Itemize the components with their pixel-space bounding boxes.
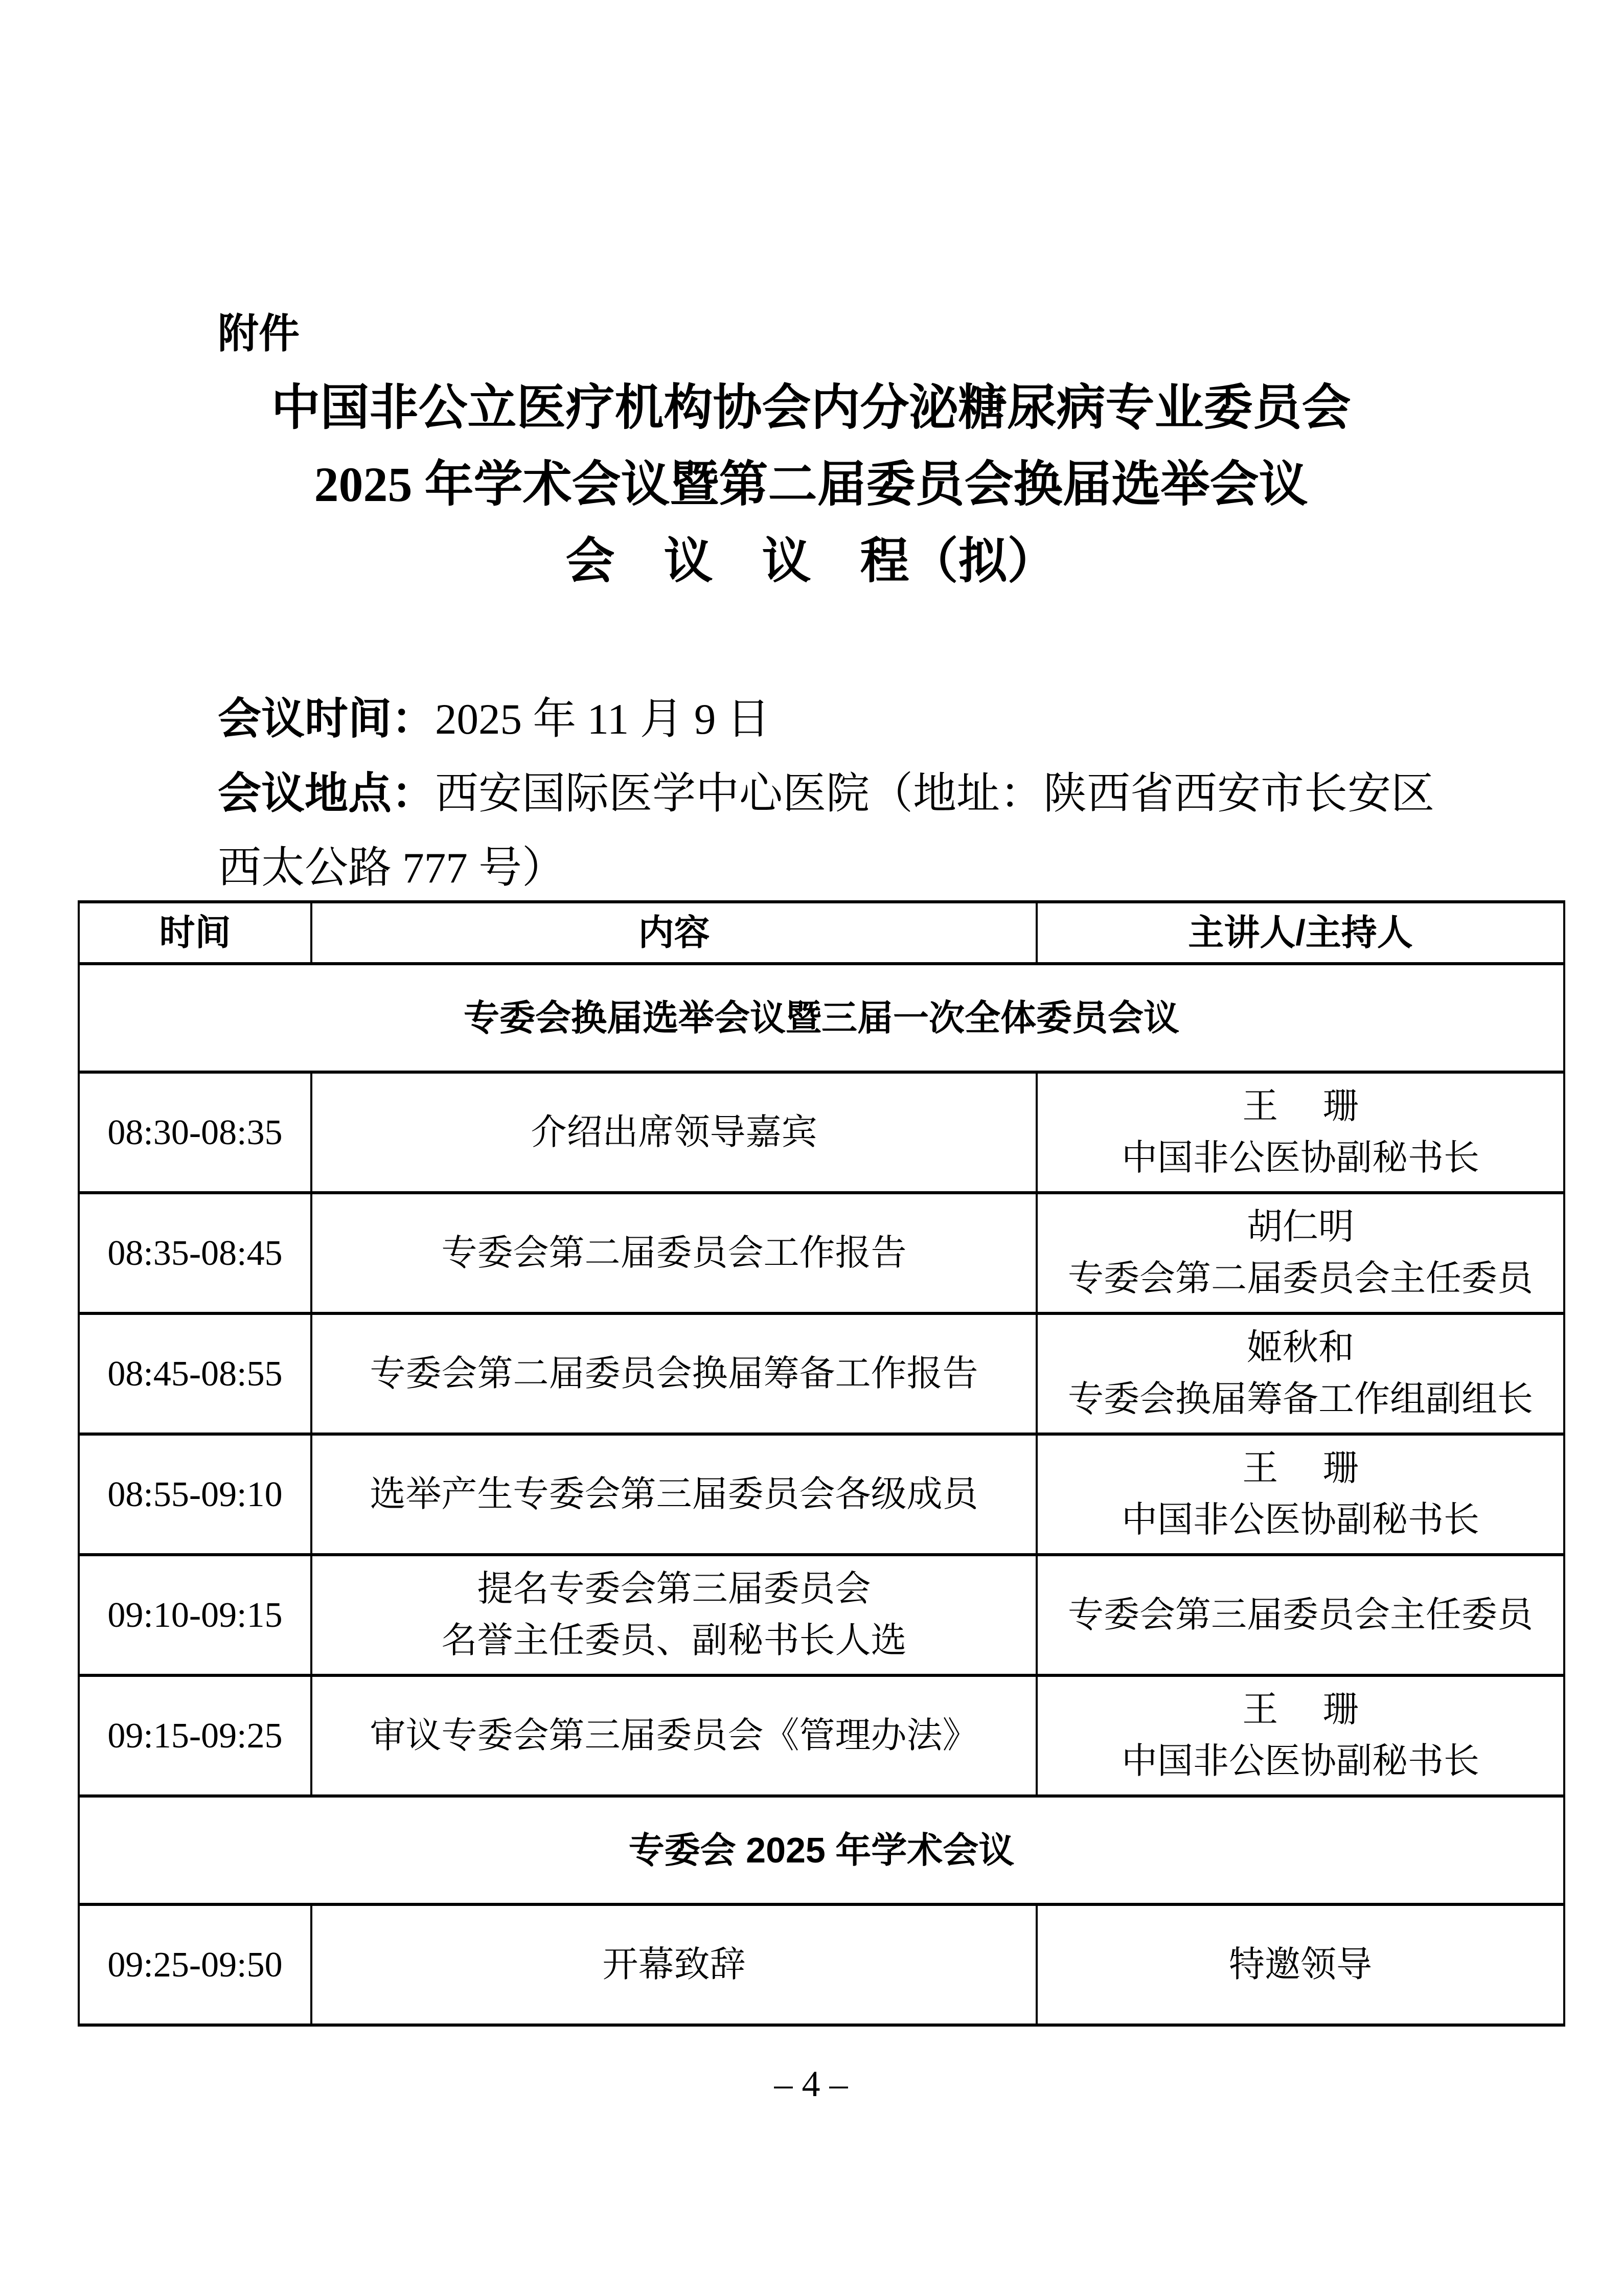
cell-lines <box>1038 1556 1563 1674</box>
content-column-header: 内容 <box>311 902 1037 964</box>
time-cell <box>79 1072 311 1193</box>
content-cell <box>311 1193 1037 1313</box>
text-line: 姬秋和 <box>1247 1328 1354 1368</box>
speaker-cell <box>1037 1193 1564 1313</box>
cell-lines <box>312 1194 1036 1312</box>
speaker-cell <box>1037 1675 1564 1796</box>
cell-lines <box>312 1677 1036 1794</box>
cell-lines <box>80 1436 310 1553</box>
speaker-cell <box>1037 1904 1564 2025</box>
text-line: 专委会第三届委员会主任委员 <box>1068 1595 1533 1635</box>
text-line: 选举产生专委会第三届委员会各级成员 <box>370 1474 978 1514</box>
content-cell <box>311 1072 1037 1193</box>
cell-lines <box>1038 1906 1563 2024</box>
agenda-item-row <box>79 1675 1564 1796</box>
content-cell <box>311 1904 1037 2025</box>
content-cell <box>311 1313 1037 1434</box>
attachment-label: 附件 <box>218 311 300 356</box>
cell-lines <box>80 1906 310 2024</box>
cell-lines <box>80 1556 310 1674</box>
text-line: 中国非公医协副秘书长 <box>1122 1742 1479 1781</box>
cell-lines <box>1038 1436 1563 1553</box>
text-line: 中国非公医协副秘书长 <box>1122 1139 1479 1178</box>
text-line: 08:30-08:35 <box>107 1112 283 1152</box>
agenda-item-row <box>79 1072 1564 1193</box>
section-row <box>79 964 1564 1072</box>
text-line: 王 珊 <box>1242 1690 1359 1730</box>
time-cell <box>79 1193 311 1313</box>
text-line: 王 珊 <box>1242 1449 1359 1488</box>
cell-lines <box>312 1906 1036 2024</box>
text-line: 中国非公医协副秘书长 <box>1122 1501 1479 1540</box>
time-column-header: 时间 <box>79 902 311 964</box>
cell-lines <box>1038 1315 1563 1433</box>
time-cell <box>79 1555 311 1675</box>
text-line: 开幕致辞 <box>602 1945 746 1985</box>
document-title-line1: 中国非公立医疗机构协会内分泌糖尿病专业委员会 <box>271 380 1351 435</box>
agenda-table <box>78 900 1565 2027</box>
document-title-line3: 会 议 议 程（拟） <box>565 534 1057 588</box>
agenda-item-row <box>79 1555 1564 1675</box>
text-line: 审议专委会第三届委员会《管理办法》 <box>370 1716 978 1756</box>
cell-lines <box>312 1556 1036 1674</box>
cell-lines <box>80 1315 310 1433</box>
text-line: 专委会第二届委员会主任委员 <box>1068 1259 1533 1299</box>
cell-lines <box>1038 1074 1563 1191</box>
text-line: 专委会换届筹备工作组副组长 <box>1068 1380 1533 1419</box>
text-line: 专委会第二届委员会工作报告 <box>441 1233 907 1273</box>
content-cell <box>311 1675 1037 1796</box>
agenda-table-body <box>79 902 1564 2025</box>
content-cell <box>311 1555 1037 1675</box>
speaker-cell <box>1037 1313 1564 1434</box>
cell-lines <box>312 1315 1036 1433</box>
speaker-cell <box>1037 1555 1564 1675</box>
section-title-cell: 专委会 2025 年学术会议 <box>79 1796 1564 1904</box>
meeting-time-label: 会议时间： <box>218 695 436 743</box>
text-line: 09:25-09:50 <box>107 1945 283 1985</box>
document-title-line2: 2025 年学术会议暨第二届委员会换届选举会议 <box>314 457 1308 512</box>
meeting-place-line2 <box>218 845 565 893</box>
text-line: 名誉主任委员、副秘书长人选 <box>441 1621 907 1661</box>
text-line: 08:55-09:10 <box>107 1474 283 1514</box>
meeting-place-value-line1: 西安国际医学中心医院（地址：陕西省西安市长安区 <box>435 770 1435 818</box>
agenda-item-row <box>79 1434 1564 1555</box>
cell-lines <box>80 1194 310 1312</box>
cell-lines <box>80 1677 310 1794</box>
content-cell <box>311 1434 1037 1555</box>
meeting-time-value: 2025 年 11 月 9 日 <box>435 695 770 743</box>
text-line: 09:15-09:25 <box>107 1716 283 1756</box>
section-row <box>79 1796 1564 1904</box>
cell-lines <box>1038 1194 1563 1312</box>
meeting-place-line <box>218 770 1434 819</box>
text-line: 09:10-09:15 <box>107 1595 283 1635</box>
speaker-cell <box>1037 1072 1564 1193</box>
agenda-item-row <box>79 1904 1564 2025</box>
time-cell <box>79 1434 311 1555</box>
time-cell <box>79 1904 311 2025</box>
time-cell <box>79 1313 311 1434</box>
text-line: 介绍出席领导嘉宾 <box>531 1112 817 1152</box>
text-line: 专委会第二届委员会换届筹备工作报告 <box>370 1354 978 1394</box>
text-line: 特邀领导 <box>1229 1945 1372 1985</box>
text-line: 胡仁明 <box>1247 1208 1354 1247</box>
cell-lines <box>312 1074 1036 1191</box>
text-line: 08:45-08:55 <box>107 1354 283 1394</box>
speaker-column-header: 主讲人/主持人 <box>1037 902 1564 964</box>
agenda-item-row <box>79 1313 1564 1434</box>
cell-lines <box>312 1436 1036 1553</box>
table-header-row <box>79 902 1564 964</box>
text-line: 08:35-08:45 <box>107 1233 283 1273</box>
meeting-place-label: 会议地点： <box>218 769 436 818</box>
text-line: 王 珊 <box>1242 1087 1359 1126</box>
page-number: – 4 – <box>774 2063 848 2104</box>
cell-lines <box>80 1074 310 1191</box>
meeting-place-value-line2: 西太公路 777 号） <box>218 844 566 892</box>
text-line: 提名专委会第三届委员会 <box>477 1570 871 1609</box>
section-title-cell: 专委会换届选举会议暨三届一次全体委员会议 <box>79 964 1564 1072</box>
speaker-cell <box>1037 1434 1564 1555</box>
agenda-item-row <box>79 1193 1564 1313</box>
meeting-time-line <box>218 695 770 744</box>
cell-lines <box>1038 1677 1563 1794</box>
time-cell <box>79 1675 311 1796</box>
